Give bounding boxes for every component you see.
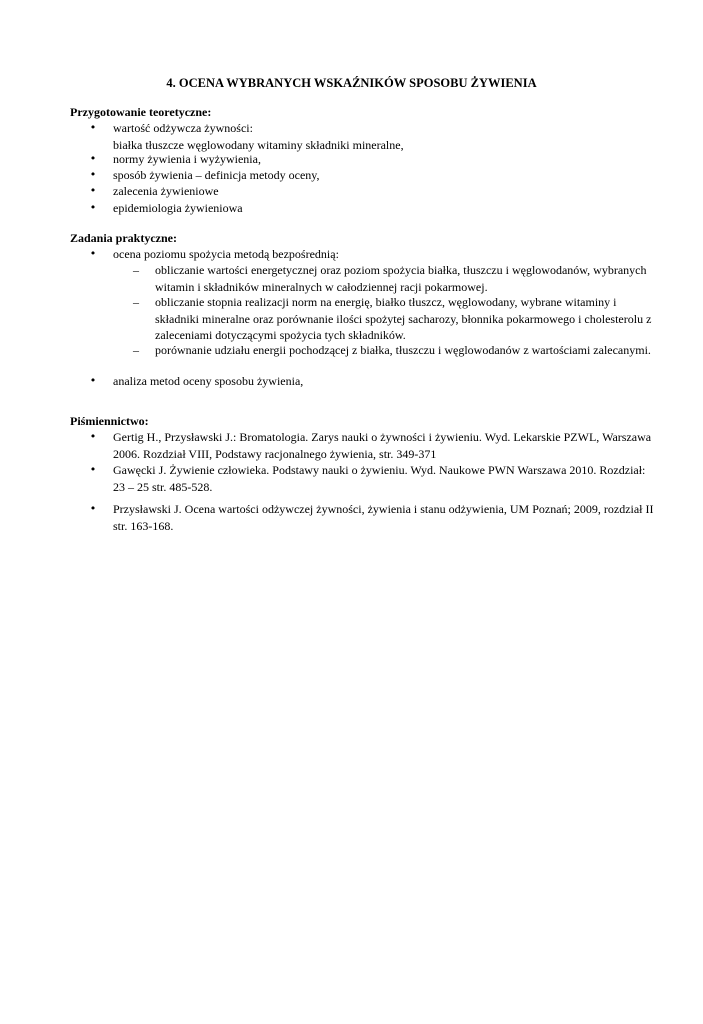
theory-item-text: normy żywienia i wyżywienia, bbox=[113, 152, 261, 166]
references-heading: Piśmiennictwo: bbox=[70, 414, 149, 428]
bullet-icon: • bbox=[89, 463, 97, 476]
theory-item bbox=[88, 183, 648, 200]
dash-icon: – bbox=[133, 343, 139, 357]
reference-text: str. 163-168. bbox=[113, 518, 174, 533]
practice-heading: Zadania praktyczne: bbox=[70, 231, 178, 245]
bullet-icon: • bbox=[89, 430, 97, 443]
practice-item-text: analiza metod oceny sposobu żywienia, bbox=[113, 374, 304, 388]
theory-item bbox=[88, 167, 648, 184]
theory-item-text: wartość odżywcza żywności: bbox=[113, 121, 253, 135]
reference-text: Przysławski J. Ocena wartości odżywczej żywności, żywienia i stanu odżywienia, UM Poznań; 2009, rozdział II bbox=[113, 502, 654, 516]
theory-item bbox=[88, 120, 648, 153]
bullet-icon: • bbox=[89, 502, 97, 515]
document-title: 4. OCENA WYBRANYCH WSKAŹNIKÓW SPOSOBU ŻYWIENIA bbox=[166, 76, 537, 90]
practice-item bbox=[88, 246, 648, 263]
reference-item bbox=[88, 429, 652, 462]
practice-subitem-text: zaleceniami dotyczącymi spożycia tych składników. bbox=[155, 328, 406, 342]
theory-heading: Przygotowanie teoretyczne: bbox=[70, 105, 212, 119]
practice-item-text: ocena poziomu spożycia metodą bezpośrednią: bbox=[113, 247, 339, 261]
bullet-icon: • bbox=[89, 184, 97, 197]
dash-icon: – bbox=[133, 263, 139, 277]
reference-text: Gawęcki J. Żywienie człowieka. Podstawy nauki o żywieniu. Wyd. Naukowe PWN Warszawa 2010. Rozdział: bbox=[113, 463, 646, 477]
practice-subitem-text: obliczanie wartości energetycznej oraz poziom spożycia białka, tłuszczu i węglowodanów, wybranych bbox=[155, 263, 647, 277]
reference-item bbox=[88, 501, 654, 534]
bullet-icon: • bbox=[89, 201, 97, 214]
bullet-icon: • bbox=[89, 168, 97, 181]
practice-subitem-text: obliczanie stopnia realizacji norm na energię, białko tłuszcz, węglowodany, wybrane witaminy i bbox=[155, 295, 617, 309]
dash-icon: – bbox=[133, 295, 139, 309]
practice-subitem-text: witamin i składników mineralnych w całodziennej racji pokarmowej. bbox=[155, 279, 488, 294]
reference-text: Gertig H., Przysławski J.: Bromatologia. Zarys nauki o żywności i żywieniu. Wyd. Lekarskie PZWL, Warszawa bbox=[113, 430, 652, 444]
reference-text: 2006. Rozdział VIII, Podstawy racjonalnego żywienia, str. 349-371 bbox=[113, 446, 437, 461]
reference-text: 23 – 25 str. 485-528. bbox=[113, 479, 213, 494]
practice-subitem bbox=[131, 294, 651, 344]
theory-item bbox=[88, 151, 648, 168]
practice-item bbox=[88, 373, 648, 390]
bullet-icon: • bbox=[89, 247, 97, 260]
reference-item bbox=[88, 462, 648, 495]
theory-item-text: zalecenia żywieniowe bbox=[113, 184, 219, 198]
bullet-icon: • bbox=[89, 121, 97, 134]
practice-subitem-text: składniki mineralne oraz porównanie ilości spożytej sacharozy, błonnika pokarmowego i cholesterolu z bbox=[155, 311, 652, 326]
theory-item-text: białka tłuszcze węglowodany witaminy składniki mineralne, bbox=[113, 137, 404, 152]
practice-subitem-text: porównanie udziału energii pochodzącej z białka, tłuszczu i węglowodanów z wartościami zalecanymi. bbox=[155, 343, 651, 357]
practice-subitem bbox=[131, 342, 651, 359]
bullet-icon: • bbox=[89, 374, 97, 387]
theory-item-text: epidemiologia żywieniowa bbox=[113, 201, 243, 215]
bullet-icon: • bbox=[89, 152, 97, 165]
theory-item-text: sposób żywienia – definicja metody oceny, bbox=[113, 168, 320, 182]
theory-item bbox=[88, 200, 648, 217]
practice-subitem bbox=[131, 262, 651, 295]
